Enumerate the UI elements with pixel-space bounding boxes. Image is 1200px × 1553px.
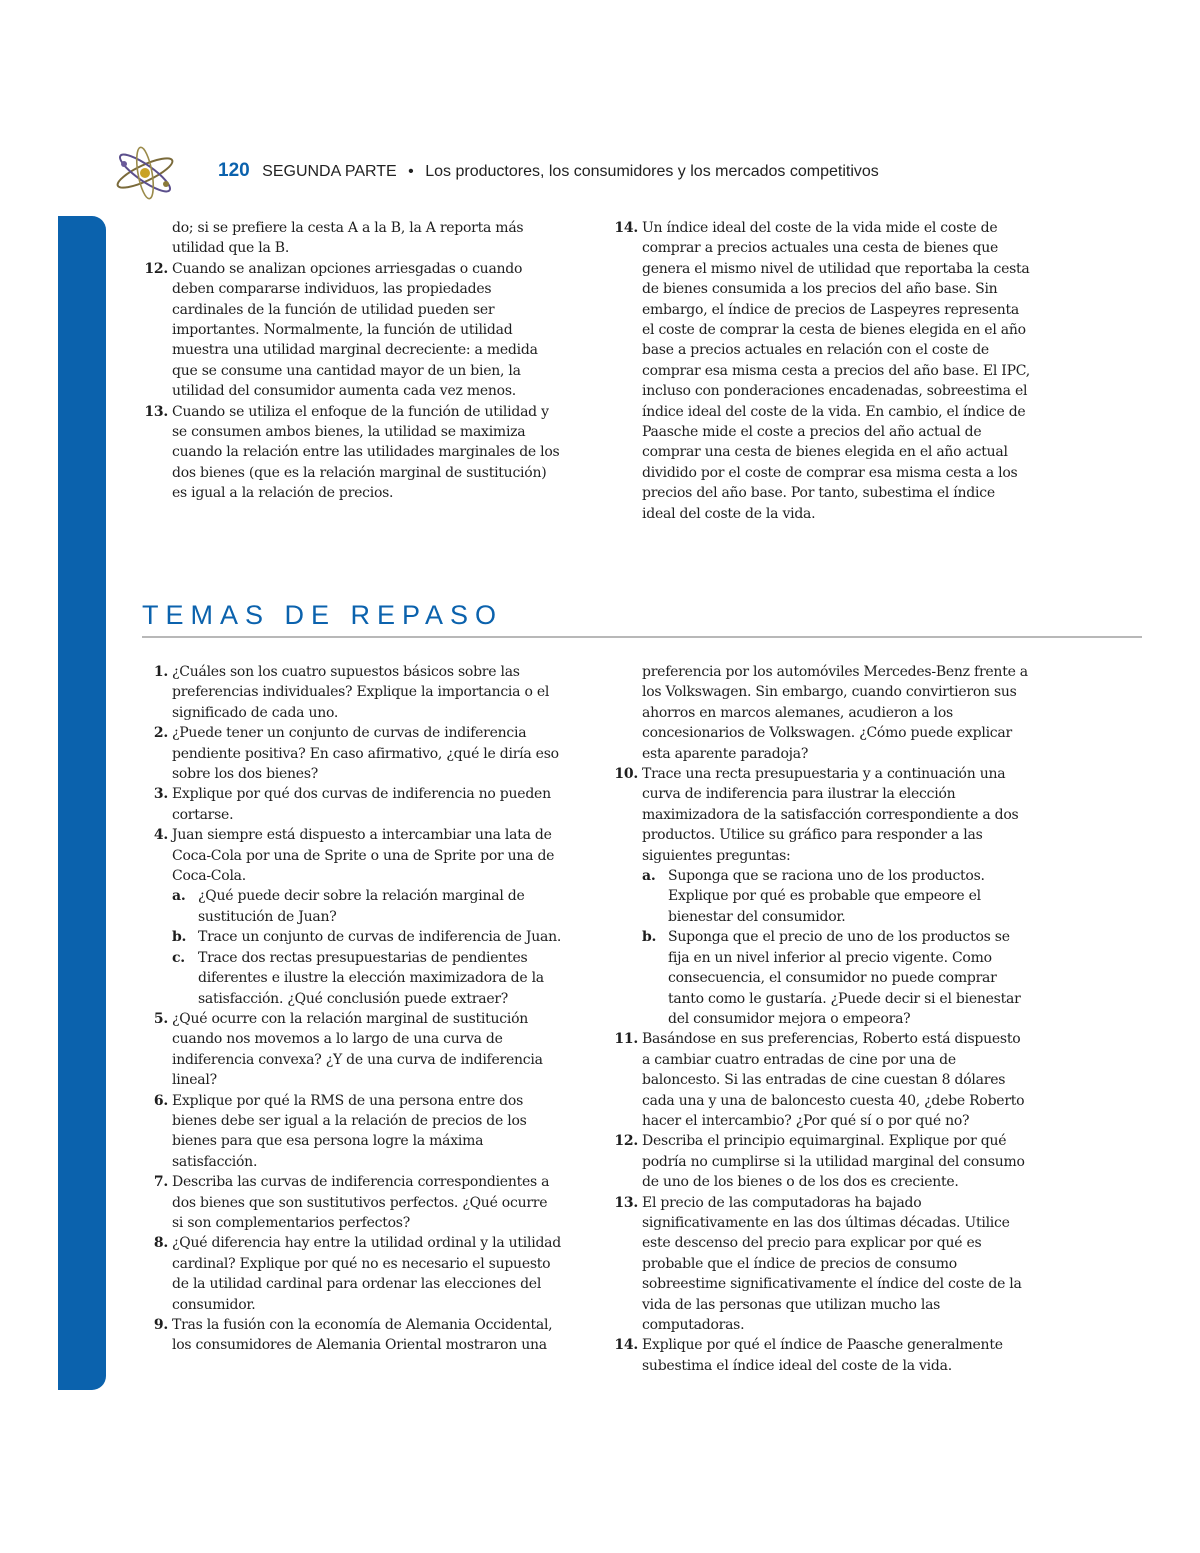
sub-item-text: Trace un conjunto de curvas de indiferencia de Juan. <box>198 929 562 946</box>
list-item <box>142 662 562 723</box>
item-number: 5. <box>153 1010 168 1027</box>
sub-item-text: ¿Qué puede decir sobre la relación marginal de sustitución de Juan? <box>198 888 525 925</box>
list-item <box>142 259 562 402</box>
item-number: 2. <box>153 725 168 742</box>
sub-item-label: c. <box>172 949 185 966</box>
item-text: ¿Qué ocurre con la relación marginal de sustitución cuando nos movemos a lo largo de una curva de indiferencia convexa? ¿Y de una curva de indiferencia lineal? <box>172 1010 543 1089</box>
item-number: 12. <box>614 1133 638 1150</box>
item-number: 3. <box>153 786 168 803</box>
item-text: Tras la fusión con la economía de Alemania Occidental, los consumidores de Alemania Oriental mostraron una <box>172 1317 553 1354</box>
sub-item <box>172 886 562 927</box>
review-left-column <box>142 662 562 1356</box>
running-header <box>218 160 879 182</box>
section-title: TEMAS DE REPASO <box>142 600 504 630</box>
item-text: ¿Cuáles son los cuatro supuestos básicos sobre las preferencias individuales? Explique la importancia o el significado de cada uno. <box>172 664 550 721</box>
list-item <box>612 764 1032 1029</box>
list-item <box>142 402 562 504</box>
item-text: Cuando se utiliza el enfoque de la función de utilidad y se consumen ambos bienes, la utilidad se maximiza cuando la relación entre las utilidades marginales de los dos bienes (que es la relación marginal de sustitución) es igual a la relación de precios. <box>172 403 560 502</box>
item-number: 14. <box>614 220 638 236</box>
list-item <box>142 1172 562 1233</box>
list-item <box>612 1029 1032 1131</box>
list-item <box>612 218 1032 524</box>
item-number: 13. <box>144 403 168 420</box>
summary-right-list <box>612 218 1032 524</box>
list-item <box>142 825 562 1009</box>
item-number: 13. <box>614 1194 638 1211</box>
review-left-list <box>142 662 562 1356</box>
item-number: 9. <box>153 1317 168 1333</box>
list-item <box>612 1131 1032 1192</box>
item-text: ¿Puede tener un conjunto de curvas de indiferencia pendiente positiva? En caso afirmativo, ¿qué le diría eso sobre los dos bienes? <box>172 725 559 783</box>
item-text: ¿Qué diferencia hay entre la utilidad ordinal y la utilidad cardinal? Explique por qué no es necesario el supuesto de la utilidad cardinal para ordenar las elecciones del consumidor. <box>172 1235 561 1313</box>
item-number: 12. <box>144 260 168 277</box>
summary-continuation: do; si se prefiere la cesta A a la B, la A reporta más utilidad que la B. <box>172 220 524 257</box>
sub-list <box>172 886 562 1008</box>
review-right-column <box>612 662 1032 1376</box>
item-number: 10. <box>614 766 638 783</box>
list-item <box>142 1009 562 1091</box>
item-text: Describa el principio equimarginal. Explique por qué podría no cumplirse si la utilidad marginal del consumo de uno de los bienes o de los dos es creciente. <box>642 1133 1025 1191</box>
sub-item <box>642 866 1032 927</box>
sub-item-text: Trace dos rectas presupuestarias de pendientes diferentes e ilustre la elección maximizadora de la satisfacción. ¿Qué conclusión puede extraer? <box>198 949 544 1007</box>
blue-sidebar-bar <box>58 216 106 1390</box>
list-item <box>142 1315 562 1356</box>
part-label: SEGUNDA PARTE <box>262 163 397 180</box>
item-text: El precio de las computadoras ha bajado significativamente en las dos últimas décadas. Utilice este descenso del precio para explicar por qué es probable que el índice de precios de consumo sobreestime significativamente el índice del coste de la vida de las personas que utilizan mucho las computadoras. <box>642 1194 1022 1333</box>
item-text: Un índice ideal del coste de la vida mide el coste de comprar a precios actuales una cesta de bienes que genera el mismo nivel de utilidad que reportaba la cesta de bienes consumida a los precios del año base. Sin embargo, el índice de precios de Laspeyres representa el coste de comprar la cesta de bienes elegida en el año base a precios actuales en relación con el coste de comprar esa misma cesta a precios del año base. El IPC, incluso con ponderaciones encadenadas, sobreestima el índice ideal del coste de la vida. En cambio, el índice de Paasche mide el coste a precios del año actual de comprar una cesta de bienes elegida en el año actual dividido por el coste de comprar esa misma cesta a los precios del año base. Por tanto, subestima el índice ideal del coste de la vida. <box>642 220 1030 522</box>
sub-item-label: a. <box>642 868 656 885</box>
item-text: Trace una recta presupuestaria y a continuación una curva de indiferencia para ilustrar la elección maximizadora de la satisfacción correspondiente a dos productos. Utilice su gráfico para responder a las siguientes preguntas: <box>642 766 1019 864</box>
sub-item-text: Suponga que se raciona uno de los productos. Explique por qué es probable que empeore el bienestar del consumidor. <box>668 868 985 925</box>
sub-item-label: a. <box>172 888 186 905</box>
list-item <box>142 723 562 784</box>
sub-item-text: Suponga que el precio de uno de los productos se fija en un nivel inferior al precio vigente. Como consecuencia, el consumidor no puede comprar tanto como le gustaría. ¿Puede decir si el bienestar del consumidor mejora o empeora? <box>668 929 1021 1027</box>
item-number: 11. <box>614 1031 638 1048</box>
item-text: Juan siempre está dispuesto a intercambiar una lata de Coca-Cola por una de Sprite o una de Sprite por una de Coca-Cola. <box>172 827 555 885</box>
item-text: Explique por qué la RMS de una persona entre dos bienes debe ser igual a la relación de precios de los bienes para que esa persona logre la máxima satisfacción. <box>172 1092 527 1170</box>
list-item <box>142 784 562 825</box>
item-text: Basándose en sus preferencias, Roberto está dispuesto a cambiar cuatro entradas de cine por una de baloncesto. Si las entradas de cine cuestan 8 dólares cada una y una de baloncesto cuesta 40, ¿debe Roberto hacer el intercambio? ¿Por qué sí o por qué no? <box>642 1031 1025 1129</box>
list-item <box>142 1233 562 1315</box>
summary-left-list <box>142 259 562 504</box>
item-number: 1. <box>153 664 168 680</box>
review-continuation: preferencia por los automóviles Mercedes-Benz frente a los Volkswagen. Sin embargo, cuando convirtieron sus ahorros en marcos alemanes, acudieron a los concesionarios de Volkswagen. ¿Cómo puede explicar esta aparente paradoja? <box>642 664 1028 762</box>
sub-item <box>642 927 1032 1029</box>
list-item <box>612 1335 1032 1376</box>
item-text: Explique por qué el índice de Paasche generalmente subestima el índice ideal del coste de la vida. <box>642 1337 1003 1374</box>
item-number: 14. <box>614 1337 638 1354</box>
sub-item <box>172 948 562 1009</box>
sub-list <box>642 866 1032 1029</box>
item-text: Explique por qué dos curvas de indiferencia no pueden cortarse. <box>172 786 551 823</box>
item-text: Cuando se analizan opciones arriesgadas o cuando deben compararse individuos, las propiedades cardinales de la función de utilidad pueden ser importantes. Normalmente, la función de utilidad muestra una utilidad marginal decreciente: a medida que se consume una cantidad mayor de un bien, la utilidad del consumidor aumenta cada vez menos. <box>172 260 538 400</box>
summary-right-column <box>612 218 1032 524</box>
item-text: Describa las curvas de indiferencia correspondientes a dos bienes que son sustitutivos perfectos. ¿Qué ocurre si son complementarios perfectos? <box>172 1174 550 1231</box>
item-number: 6. <box>153 1092 168 1109</box>
chapter-title: Los productores, los consumidores y los mercados competitivos <box>425 163 879 180</box>
sub-item-label: b. <box>642 929 657 946</box>
section-divider <box>142 636 1142 638</box>
review-right-list <box>612 764 1032 1376</box>
header-bullet: • <box>408 163 414 180</box>
sub-item <box>172 927 562 947</box>
sub-item-label: b. <box>172 929 187 946</box>
item-number: 4. <box>153 827 168 844</box>
page-number: 120 <box>218 160 250 181</box>
molecule-logo-icon <box>112 146 178 200</box>
list-item <box>142 1091 562 1173</box>
list-item <box>612 1193 1032 1336</box>
item-number: 8. <box>153 1235 168 1252</box>
item-number: 7. <box>153 1174 168 1191</box>
summary-left-column <box>142 218 562 504</box>
